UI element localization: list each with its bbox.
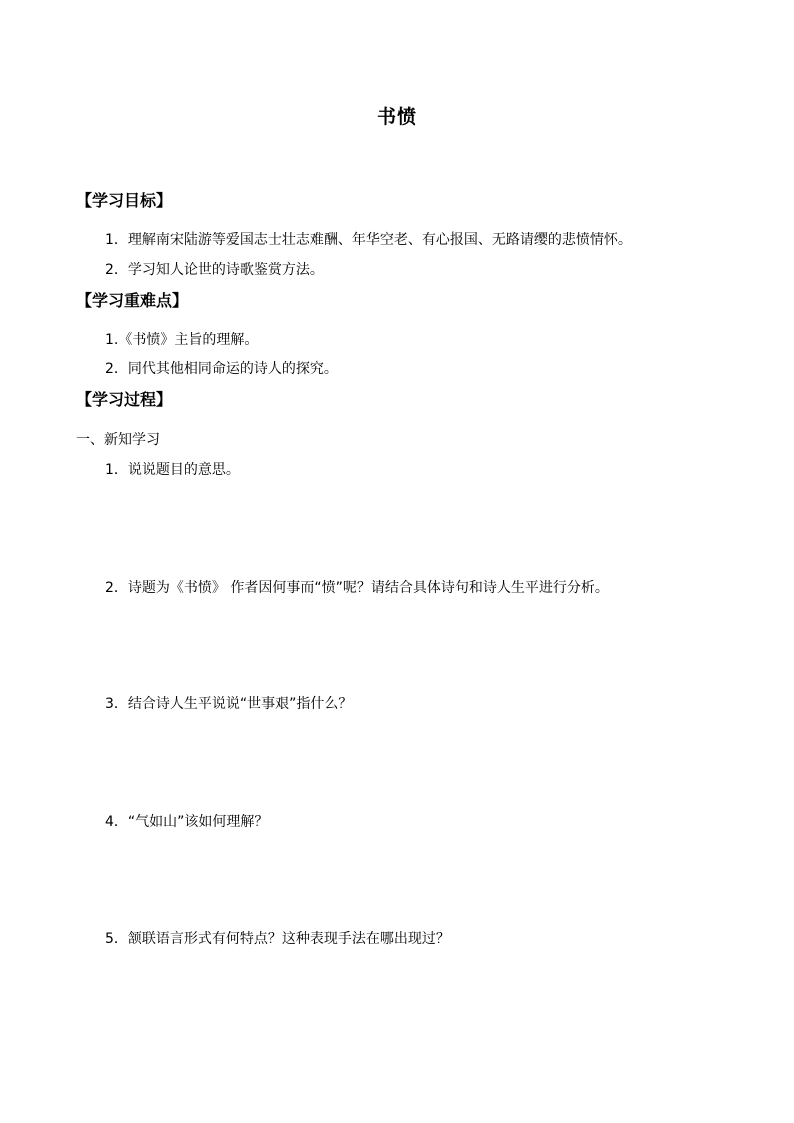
question-item (105, 929, 450, 949)
item-text: “气如山”该如何理解？ (127, 814, 269, 830)
item-text: 说说题目的意思。 (127, 462, 240, 478)
item-number: 2． (105, 580, 128, 596)
item-text: 结合诗人生平说说“世事艰”指什么？ (127, 696, 353, 712)
item-number: 5． (105, 931, 128, 947)
list-item (105, 330, 258, 350)
list-item (105, 230, 632, 250)
list-item (105, 260, 324, 280)
question-item (105, 578, 609, 598)
section-heading-key-points: 【学习重难点】 (76, 291, 189, 310)
item-number: 2． (105, 361, 128, 377)
question-item (105, 812, 268, 832)
item-text: 同代其他相同命运的诗人的探究。 (127, 361, 338, 377)
question-item (105, 694, 352, 714)
item-text: 学习知人论世的诗歌鉴赏方法。 (127, 262, 324, 278)
item-number: 2． (105, 262, 128, 278)
item-number: 1. (105, 332, 119, 348)
item-number: 1． (105, 232, 128, 248)
list-item (105, 359, 338, 379)
item-number: 1． (105, 462, 128, 478)
section-heading-learning-goals: 【学习目标】 (76, 191, 173, 210)
document-title: 书愤 (376, 106, 417, 128)
item-number: 3． (105, 696, 128, 712)
subsection-heading: 一、新知学习 (76, 432, 160, 448)
section-heading-learning-process: 【学习过程】 (76, 390, 173, 409)
item-number: 4． (105, 814, 128, 830)
item-text: 理解南宋陆游等爱国志士壮志难酬、年华空老、有心报国、无路请缨的悲愤情怀。 (127, 232, 632, 248)
item-text: 诗题为《书愤》 作者因何事而“愤”呢？请结合具体诗句和诗人生平进行分析。 (127, 580, 609, 596)
item-text: 颔联语言形式有何特点？这种表现手法在哪出现过？ (127, 931, 450, 947)
item-text: 《书愤》主旨的理解。 (118, 332, 259, 348)
question-item (105, 460, 240, 480)
